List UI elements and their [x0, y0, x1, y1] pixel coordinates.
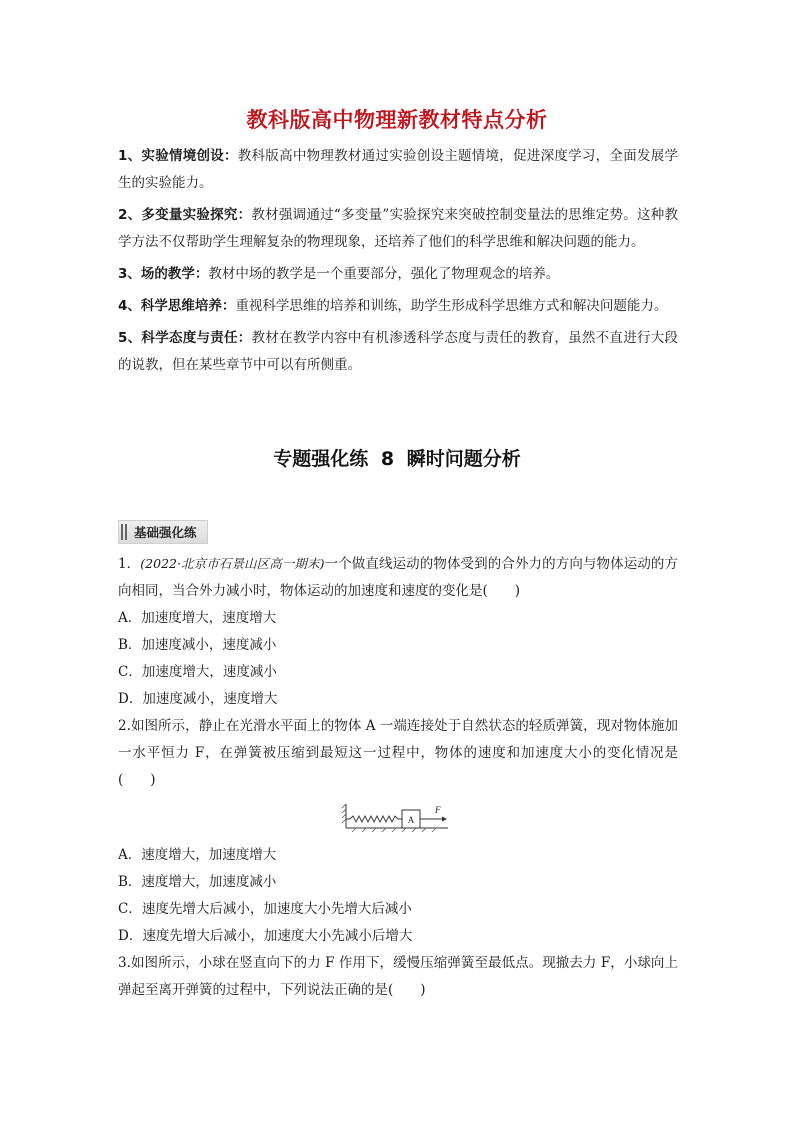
ground: [346, 828, 448, 832]
feature-label: 4、科学思维培养：: [118, 298, 236, 314]
question-1-stem: [118, 550, 678, 605]
spring: [346, 816, 402, 822]
exercise-title: 专题强化练 8 瞬时问题分析: [273, 448, 521, 470]
question-1-option-d: D．加速度减小，速度增大: [118, 691, 278, 707]
feature-item: [118, 261, 678, 288]
question-3-stem: [118, 950, 678, 1004]
feature-item: [118, 202, 678, 256]
feature-item: [118, 143, 678, 197]
question-text: 一个做直线运动的物体受到的合外力的方向与物体运动的方向相同，当合外力减小时，物体运动的加速度和速度的变化是( ): [118, 556, 679, 599]
feature-item: [118, 325, 678, 379]
question-2-stem: [118, 713, 678, 794]
questions-list: [118, 550, 678, 1004]
question-2-option-b: B．速度增大，加速度减小: [118, 874, 277, 890]
section-label: 基础强化练: [134, 525, 197, 540]
force-arrowhead-icon: [442, 817, 447, 822]
feature-text: 教科版高中物理教材通过实验创设主题情境，促进深度学习，全面发展学生的实验能力。: [118, 148, 678, 191]
wall: [342, 804, 346, 828]
feature-text: 教材在教学内容中有机渗透科学态度与责任的教育，虽然不直进行大段的说教，但在某些章节中可以有所侧重。: [118, 330, 678, 373]
question-2-option-d: D．速度先增大后减小，加速度大小先减小后增大: [118, 928, 413, 944]
question-number: 1．: [118, 556, 141, 572]
question-1-option-b: B．加速度减小，速度减小: [118, 637, 277, 653]
question-text: 如图所示，小球在竖直向下的力 F 作用下，缓慢压缩弹簧至最低点。现撤去力 F，小球向上弹起至离开弹簧的过程中，下列说法正确的是( ): [118, 955, 678, 998]
spring-block-figure: [338, 800, 458, 836]
question-text: 如图所示，静止在光滑水平面上的物体 A 一端连接处于自然状态的轻质弹簧，现对物体施加一水平恒力 F，在弹簧被压缩到最短这一过程中，物体的速度和加速度大小的变化情况是( ): [118, 718, 678, 788]
features-list: [118, 143, 678, 384]
feature-label: 1、实验情境创设：: [118, 148, 238, 164]
force-label: F: [435, 805, 441, 815]
question-2-option-c: C．速度先增大后减小，加速度大小先增大后减小: [118, 901, 412, 917]
feature-text: 重视科学思维的培养和训练，助学生形成科学思维方式和解决问题能力。: [235, 298, 668, 314]
tag-bars-icon: [121, 524, 127, 540]
section-tag: [118, 520, 208, 544]
feature-item: [118, 293, 678, 320]
feature-text: 教材强调通过“多变量”实验探究来突破控制变量法的思维定势。这种教学方法不仅帮助学生理解复杂的物理现象，还培养了他们的科学思维和解决问题的能力。: [118, 207, 678, 250]
feature-label: 5、科学态度与责任：: [118, 330, 252, 346]
block-label: A: [407, 815, 415, 825]
question-1-option-a: A．加速度增大，速度增大: [118, 610, 277, 626]
question-2-option-a: A．速度增大，加速度增大: [118, 847, 277, 863]
feature-text: 教材中场的教学是一个重要部分，强化了物理观念的培养。: [208, 266, 560, 282]
question-source: (2022·北京市石景山区高一期末): [140, 556, 325, 571]
feature-label: 2、多变量实验探究：: [118, 207, 252, 223]
question-1-option-c: C．加速度增大，速度减小: [118, 664, 277, 680]
question-number: 2.: [118, 718, 131, 734]
main-title: 教科版高中物理新教材特点分析: [246, 108, 548, 132]
question-number: 3.: [118, 955, 131, 971]
feature-label: 3、场的教学：: [118, 266, 209, 282]
